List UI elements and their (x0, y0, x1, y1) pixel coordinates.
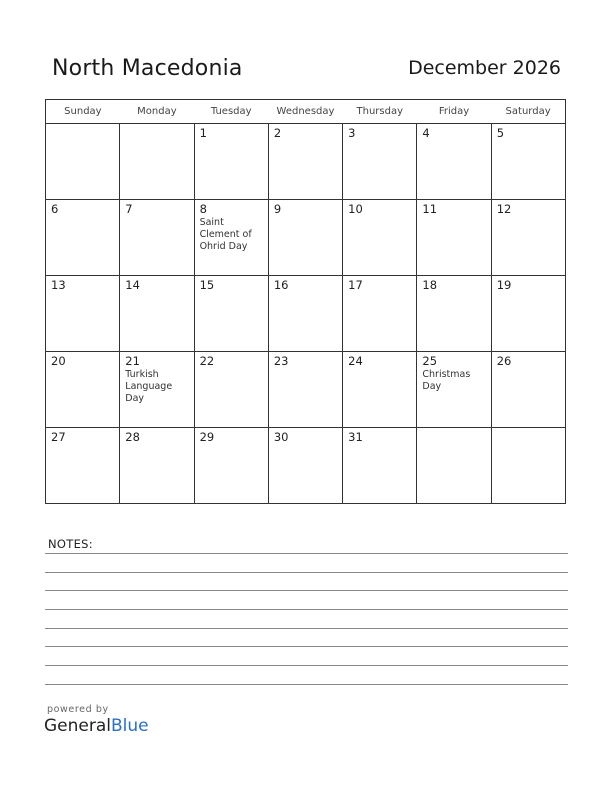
day-number: 27 (51, 430, 66, 444)
weekday-header-friday: Friday (417, 100, 491, 124)
calendar-week-row (46, 124, 566, 200)
notes-label: NOTES: (48, 537, 93, 551)
calendar-month-title: December 2026 (408, 57, 561, 79)
day-number: 6 (51, 202, 59, 216)
calendar-day-cell (417, 276, 491, 352)
calendar-grid (45, 99, 566, 504)
calendar-country-title: North Macedonia (52, 56, 243, 81)
day-number: 19 (496, 278, 512, 292)
day-number: 20 (51, 354, 66, 368)
day-number: 11 (422, 202, 438, 216)
day-number: 1 (199, 126, 207, 140)
calendar-empty-cell (417, 428, 491, 504)
day-number: 29 (199, 430, 215, 444)
day-number: 31 (348, 430, 363, 444)
calendar-day-cell (491, 352, 565, 428)
day-number: 9 (273, 202, 282, 216)
holiday-label: Christmas Day (422, 369, 471, 392)
note-line (45, 590, 568, 591)
note-line (45, 665, 568, 666)
brand-blue-text: Blue (111, 716, 149, 736)
weekday-header-tuesday: Tuesday (194, 100, 268, 124)
day-number: 21 (125, 354, 140, 368)
weekday-header-row (46, 100, 566, 124)
calendar-day-cell (268, 200, 342, 276)
day-number: 14 (125, 278, 140, 292)
calendar-day-cell (194, 124, 268, 200)
calendar-day-cell (417, 200, 491, 276)
calendar-week-row (46, 428, 566, 504)
day-number: 3 (348, 126, 356, 140)
calendar-day-cell (46, 276, 120, 352)
day-number: 5 (496, 126, 505, 140)
day-number: 25 (422, 354, 438, 368)
calendar-empty-cell (120, 124, 194, 200)
day-number: 30 (273, 430, 289, 444)
calendar-week-row (46, 276, 566, 352)
calendar-day-cell (268, 276, 342, 352)
calendar-day-cell (268, 428, 342, 504)
calendar-day-cell (194, 428, 268, 504)
weekday-header-monday: Monday (120, 100, 194, 124)
calendar-day-cell (46, 352, 120, 428)
calendar-week-row (46, 352, 566, 428)
calendar-day-cell (343, 124, 417, 200)
calendar-body (46, 124, 566, 504)
day-number: 2 (273, 126, 282, 140)
calendar-day-cell (46, 428, 120, 504)
note-line (45, 572, 568, 573)
calendar-day-cell (120, 352, 194, 428)
day-number: 17 (348, 278, 363, 292)
weekday-header-thursday: Thursday (343, 100, 417, 124)
day-number: 13 (51, 278, 66, 292)
calendar-day-cell (120, 276, 194, 352)
calendar-day-cell (343, 428, 417, 504)
calendar-empty-cell (46, 124, 120, 200)
note-line (45, 628, 568, 629)
holiday-label: Saint Clement of Ohrid Day (199, 217, 252, 252)
note-line (45, 609, 568, 610)
day-number: 26 (496, 354, 512, 368)
calendar-day-cell (120, 428, 194, 504)
calendar-empty-cell (491, 428, 565, 504)
day-number: 28 (125, 430, 140, 444)
calendar-day-cell (120, 200, 194, 276)
calendar-day-cell (343, 352, 417, 428)
weekday-header-wednesday: Wednesday (268, 100, 342, 124)
calendar-day-cell (268, 124, 342, 200)
calendar-day-cell (417, 352, 491, 428)
day-number: 24 (348, 354, 363, 368)
day-number: 4 (422, 126, 430, 140)
calendar-day-cell (194, 200, 268, 276)
calendar-day-cell (343, 276, 417, 352)
day-number: 23 (273, 354, 289, 368)
calendar-day-cell (491, 200, 565, 276)
day-number: 15 (199, 278, 215, 292)
day-number: 10 (348, 202, 363, 216)
day-number: 8 (199, 202, 207, 216)
note-line (45, 684, 568, 685)
weekday-header-saturday: Saturday (491, 100, 565, 124)
day-number: 16 (273, 278, 289, 292)
calendar-day-cell (194, 276, 268, 352)
brand-general-text: General (44, 716, 111, 736)
day-number: 22 (199, 354, 215, 368)
calendar-day-cell (194, 352, 268, 428)
calendar-day-cell (417, 124, 491, 200)
note-line (45, 553, 568, 554)
holiday-label: Turkish Language Day (125, 369, 173, 404)
calendar-day-cell (46, 200, 120, 276)
generalblue-logo[interactable] (44, 716, 149, 736)
weekday-header-sunday: Sunday (46, 100, 120, 124)
calendar-day-cell (268, 352, 342, 428)
day-number: 12 (496, 202, 512, 216)
calendar-day-cell (491, 276, 565, 352)
calendar-day-cell (343, 200, 417, 276)
day-number: 18 (422, 278, 438, 292)
calendar-day-cell (491, 124, 565, 200)
day-number: 7 (125, 202, 133, 216)
calendar-week-row (46, 200, 566, 276)
note-line (45, 646, 568, 647)
powered-by-text: powered by (47, 704, 109, 715)
